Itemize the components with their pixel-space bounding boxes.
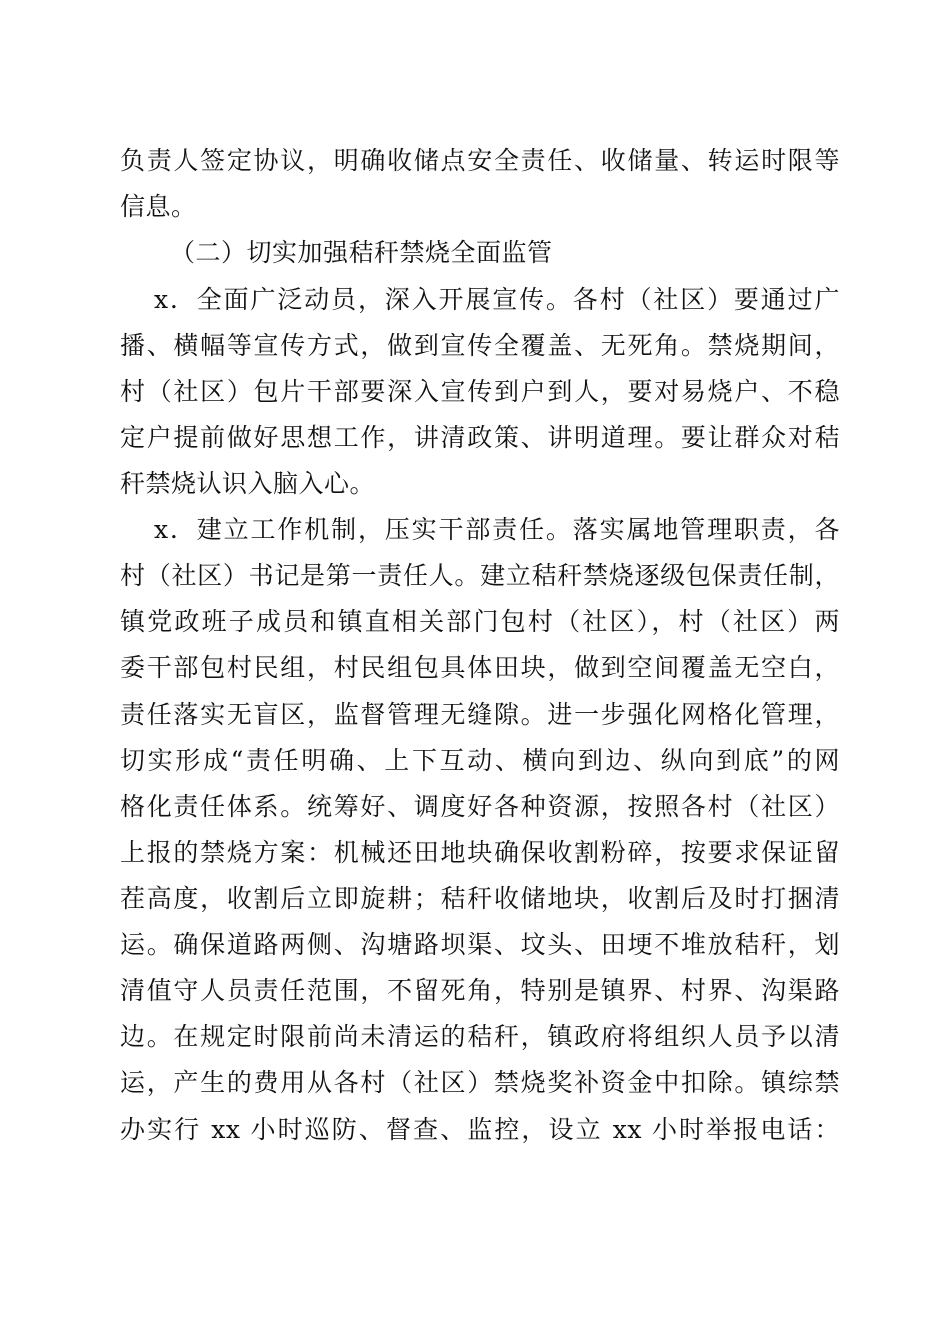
paragraph-line: 格化责任体系。统筹好、调度好各种资源，按照各村（社区） [120,792,840,821]
paragraph-line: x．建立工作机制，压实干部责任。落实属地管理职责，各 [154,515,840,544]
paragraph-line: 茬高度，收割后立即旋耕；秸秆收储地块，收割后及时打捆清 [120,884,840,913]
paragraph-line: 村（社区）书记是第一责任人。建立秸秆禁烧逐级包保责任制， [120,561,840,590]
paragraph-line: 运。确保道路两侧、沟塘路坝渠、坟头、田埂不堆放秸秆，划 [120,930,840,959]
paragraph-line: 播、横幅等宣传方式，做到宣传全覆盖、无死角。禁烧期间， [120,331,840,360]
paragraph-line: 镇党政班子成员和镇直相关部门包村（社区），村（社区）两 [120,607,840,636]
paragraph-line: 上报的禁烧方案：机械还田地块确保收割粉碎，按要求保证留 [120,838,840,867]
section-heading: （二）切实加强秸秆禁烧全面监管 [170,238,553,267]
paragraph-line: 清值守人员责任范围，不留死角，特别是镇界、村界、沟渠路 [120,976,840,1005]
paragraph-line: 定户提前做好思想工作，讲清政策、讲明道理。要让群众对秸 [120,423,840,452]
paragraph-line: 秆禁烧认识入脑入心。 [120,469,376,498]
paragraph-line: 负责人签定协议，明确收储点安全责任、收储量、转运时限等 [120,146,840,175]
paragraph-line: 责任落实无盲区，监督管理无缝隙。进一步强化网格化管理， [120,700,840,729]
paragraph-line: 办实行 xx 小时巡防、督查、监控，设立 xx 小时举报电话： [120,1115,840,1144]
paragraph-line: 运，产生的费用从各村（社区）禁烧奖补资金中扣除。镇综禁 [120,1068,840,1097]
paragraph-line: 边。在规定时限前尚未清运的秸秆，镇政府将组织人员予以清 [120,1022,840,1051]
paragraph-line: 信息。 [120,192,197,221]
paragraph-line: 切实形成“责任明确、上下互动、横向到边、纵向到底”的网 [120,746,840,775]
paragraph-line: x．全面广泛动员，深入开展宣传。各村（社区）要通过广 [154,285,840,314]
paragraph-line: 村（社区）包片干部要深入宣传到户到人，要对易烧户、不稳 [120,377,840,406]
paragraph-line: 委干部包村民组，村民组包具体田块，做到空间覆盖无空白， [120,653,840,682]
